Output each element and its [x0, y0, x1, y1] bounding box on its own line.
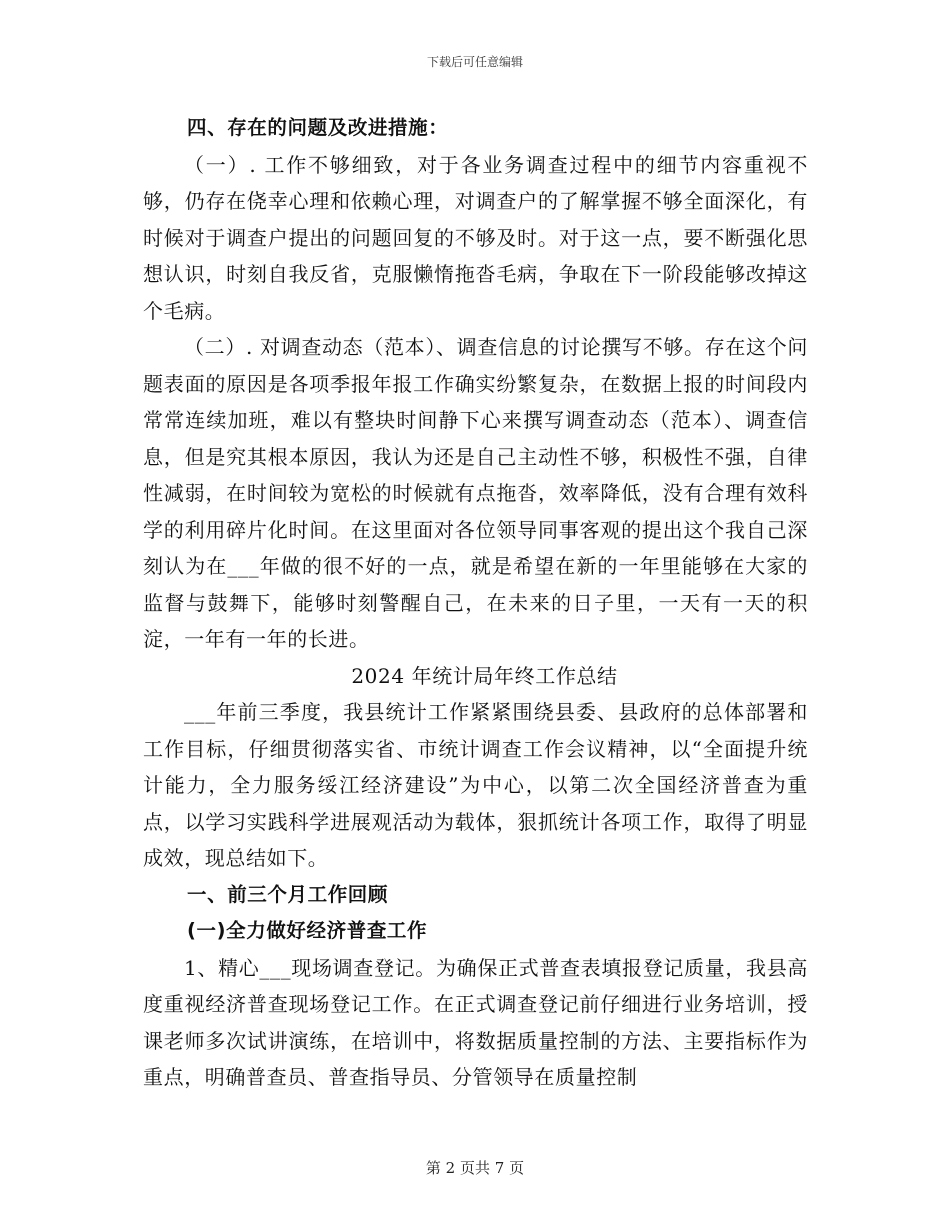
paragraph-intro: ___年前三季度，我县统计工作紧紧围绕县委、县政府的总体部署和工作目标，仔细贯彻落实省、市统计调查工作会议精神，以“全面提升统计能力，全力服务绥江经济建设”为中心，以第二次全国经济普查为重点，以学习实践科学进展观活动为载体，狠抓统计各项工作，取得了明显成效，现总结如下。 [143, 700, 808, 870]
paragraph-problem-2: （二）. 对调查动态（范本）、调查信息的讨论撰写不够。存在这个问题表面的原因是各项季报年报工作确实纷繁复杂，在数据上报的时间段内常常连续加班，难以有整块时间静下心来撰写调查动态（范本）、调查信息，但是究其根本原因，我认为还是自己主动性不够，积极性不强，自律性减弱，在时间较为宽松的时候就有点拖沓，效率降低，没有合理有效科学的利用碎片化时间。在这里面对各位领导同事客观的提出这个我自己深刻认为在___年做的很不好的一点，就是希望在新的一年里能够在大家的监督与鼓舞下，能够时刻警醒自己，在未来的日子里，一天有一天的积淀，一年有一年的长进。 [143, 335, 808, 651]
section-heading-problems: 四、存在的问题及改进措施： [187, 116, 449, 139]
paragraph-problem-1: （一）. 工作不够细致，对于各业务调查过程中的细节内容重视不够，仍存在侥幸心理和依赖心理，对调查户的了解掌握不够全面深化，有时候对于调查户提出的问题回复的不够及时。对于这一点，要不断强化思想认识，时刻自我反省，克服懒惰拖沓毛病，争取在下一阶段能够改掉这个毛病。 [143, 152, 808, 323]
section-heading-review: 一、前三个月工作回顾 [187, 882, 389, 906]
document-title: 2024 年统计局年终工作总结 [351, 663, 618, 688]
page-footer: 第 2 页共 7 页 [425, 1159, 525, 1177]
subsection-heading-census: (一)全力做好经济普查工作 [187, 919, 428, 942]
page-header: 下载后可任意编辑 [426, 55, 523, 69]
document-body [143, 110, 808, 1096]
paragraph-census-1: 1、精心___现场调查登记。为确保正式普查表填报登记质量，我县高度重视经济普查现场登记工作。在正式调查登记前仔细进行业务培训，授课老师多次试讲演练，在培训中，将数据质量控制的方法、主要指标作为重点，明确普查员、普查指导员、分管领导在质量控制 [143, 955, 808, 1089]
